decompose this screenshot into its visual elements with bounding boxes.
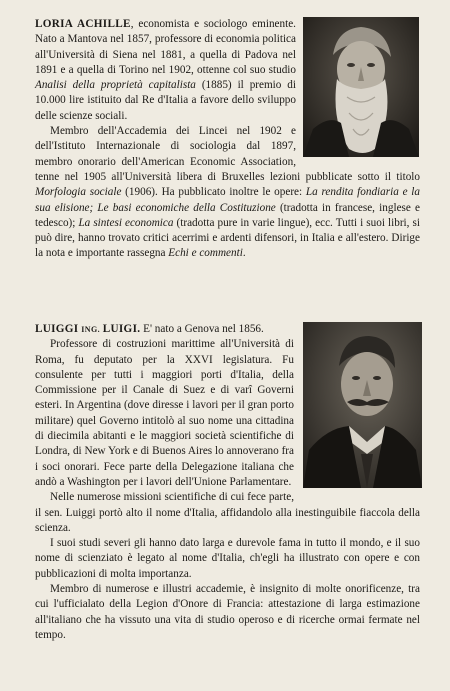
text-run: , economista e sociologo eminente. Nato a Mantova nel 1857, professore di economia politica all'Università di Siena nel 1881, a quella di Padova nel 1891 e a quella di Torino nel 1902, ottenne col suo studio <box>35 18 296 76</box>
text-run: E' nato a Genova nel 1856. <box>140 323 264 335</box>
person-surname: LORIA ACHILLE <box>35 18 131 30</box>
entry-loria-text <box>35 17 420 262</box>
text-run: Nelle numerose missioni scientifiche di cui fece parte, il sen. Luiggi portò alto il nome d'Italia, affidandolo alla inestinguibile fiaccola della scienza. <box>35 491 420 534</box>
photo-spacer <box>296 17 420 163</box>
italic-title: Echi e commenti <box>168 247 243 260</box>
person-surname: LUIGGI <box>35 323 79 335</box>
paragraph <box>35 490 420 536</box>
person-given-name: LUIGI. <box>102 323 141 335</box>
text-run: (1885) il premio di 10.000 lire istituito dal Re d'Italia a favore dello sviluppo delle scienze sociali. <box>35 79 297 122</box>
text-run: I suoi studi severi gli hanno dato larga e durevole fama in tutto il mondo, e il suo nome di scienziato è legato al nome d'Italia, ch'egli ha illustrato con opere e con pubblicazioni di molta importanza. <box>35 537 420 580</box>
entry-luiggi-text <box>35 322 420 643</box>
entry-loria-paragraphs <box>35 17 420 262</box>
italic-title: Analisi della proprietà capitalista <box>35 79 196 92</box>
text-run: Membro di numerose e illustri accademie, è insignito di molte onorificenze, tra cui l'ufficialato della Legion d'Onore di Francia: attestazione di larga estimazione all'italiano che ha vissuto una vita di studio operoso e di ricerche ormai fermate nel tempo. <box>35 583 420 641</box>
paragraph <box>35 582 420 643</box>
text-run: Membro dell'Accademia dei Lincei nel 1902 e dell'Istituto Internazionale di sociologia dal 1897, membro onorario dell'American Economic Association, tenne nel 1905 all'Università libera di Bruxelles lezioni pubblicate sotto il titolo <box>35 125 420 183</box>
paragraph <box>35 536 420 582</box>
text-run: (tradotta in francese, inglese e tedesco); <box>35 201 421 229</box>
italic-title: Morfologia sociale <box>35 186 122 199</box>
text-run: . <box>242 247 246 260</box>
italic-title: La sintesi economica <box>78 216 174 229</box>
entry-luiggi-paragraphs <box>35 322 420 643</box>
italic-title: La rendita fondiaria e la sua elisione; Le basi economiche della Costituzione <box>35 186 420 214</box>
text-run: (tradotta pure in varie lingue), ecc. Tutti i suoi libri, si può dire, hanno trovato critici acerrimi e ardenti difensori, in Italia e all'estero. Dirige la nota e importante rassegna <box>35 216 420 260</box>
person-title: ING. <box>81 325 100 334</box>
photo-spacer <box>294 322 420 496</box>
text-run: (1906). Ha pubblicato inoltre le opere: <box>121 186 306 199</box>
text-run: Professore di costruzioni marittime all'Università di Roma, fu deputato per la XXVI legislatura. Fu consulente per tutti i maggiori porti d'Italia, della Commissione per il Canale di Suez e di varî Governi esteri. In Argentina (dove diresse i lavori per il gran porto militare) quel Governo intitolò al suo nome una cittadina di diecimila abitanti e le maggiori società scientifiche di Londra, di New York e di Buenos Aires lo annoverano fra i soci onorari. Fece parte della Delegazione italiana che andò a Washington per i lavori dell'Unione Parlamentare. <box>35 338 294 488</box>
